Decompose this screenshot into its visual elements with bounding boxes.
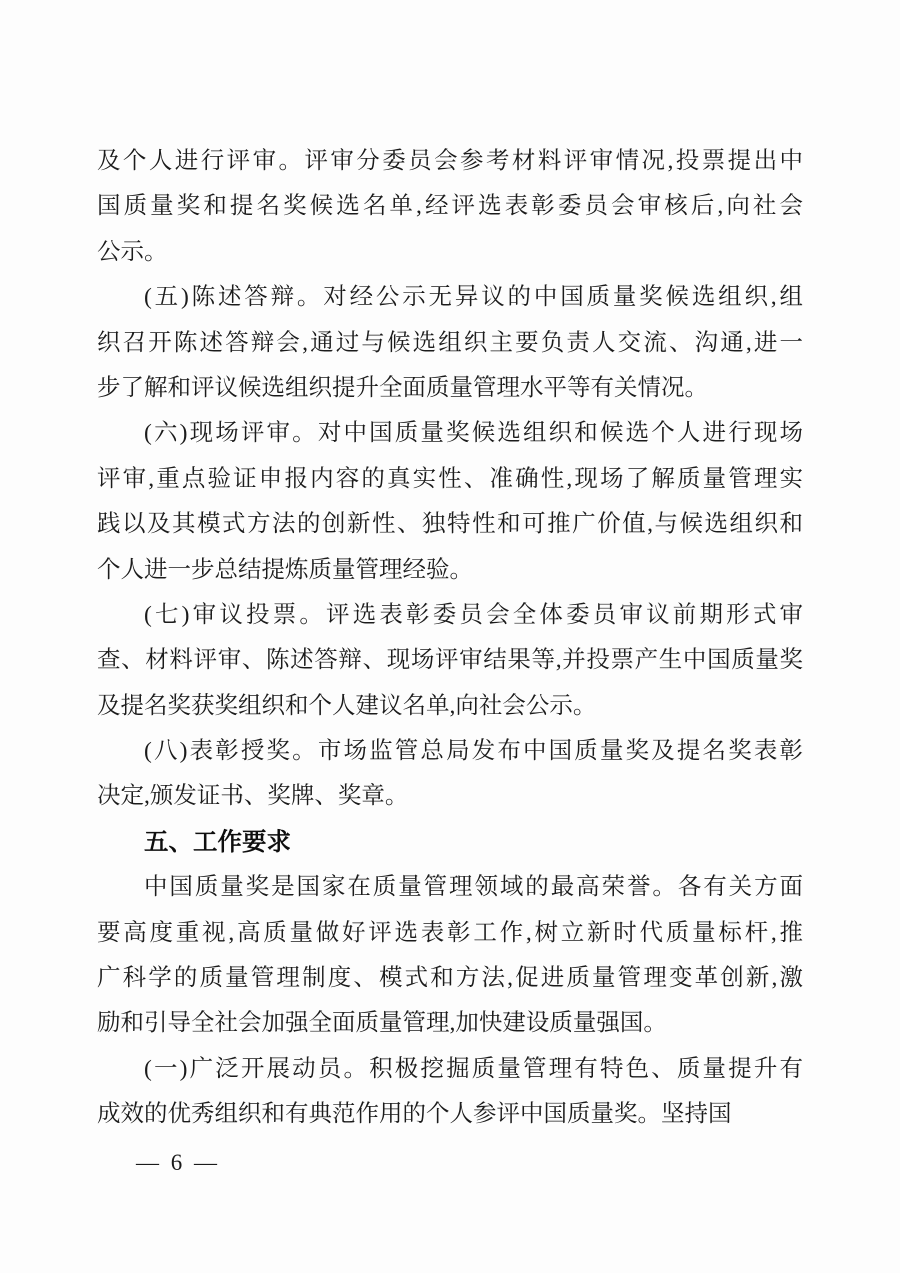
- text-line: 及提名奖获奖组织和个人建议名单,向社会公示。: [97, 692, 597, 719]
- text-line: (八)表彰授奖。市场监管总局发布中国质量奖及提名奖表彰: [144, 738, 803, 765]
- text-line: (六)现场评审。对中国质量奖候选组织和候选个人进行现场: [144, 420, 803, 447]
- text-line: (七)审议投票。评选表彰委员会全体委员审议前期形式审: [144, 601, 803, 628]
- text-line: 个人进一步总结提炼质量管理经验。: [97, 556, 473, 583]
- text-line: 励和引导全社会加强全面质量管理,加快建设质量强国。: [97, 1010, 667, 1037]
- text-line: (五)陈述答辩。对经公示无异议的中国质量奖候选组织,组: [144, 284, 803, 311]
- text-line: 国质量奖和提名奖候选名单,经评选表彰委员会审核后,向社会: [97, 193, 803, 220]
- section-heading: 五、工作要求: [144, 828, 291, 856]
- text-line: 决定,颁发证书、奖牌、奖章。: [97, 783, 409, 810]
- text-line: 织召开陈述答辩会,通过与候选组织主要负责人交流、沟通,进一: [97, 329, 803, 356]
- text-line: 评审,重点验证申报内容的真实性、准确性,现场了解质量管理实: [97, 465, 803, 492]
- text-line: 步了解和评议候选组织提升全面质量管理水平等有关情况。: [97, 374, 708, 401]
- document-body: [97, 139, 803, 1138]
- text-line: 查、材料评审、陈述答辩、现场评审结果等,并投票产生中国质量奖: [97, 647, 803, 674]
- text-line: 公示。: [97, 238, 168, 265]
- page-number: — 6 —: [136, 1150, 220, 1175]
- text-line: 广科学的质量管理制度、模式和方法,促进质量管理变革创新,激: [97, 965, 803, 992]
- text-line: 成效的优秀组织和有典范作用的个人参评中国质量奖。坚持国: [97, 1101, 732, 1128]
- text-line: 及个人进行评审。评审分委员会参考材料评审情况,投票提出中: [97, 148, 803, 174]
- text-line: 践以及其模式方法的创新性、独特性和可推广价值,与候选组织和: [97, 511, 803, 538]
- text-line: 要高度重视,高质量做好评选表彰工作,树立新时代质量标杆,推: [97, 919, 803, 946]
- text-line: (一)广泛开展动员。积极挖掘质量管理有特色、质量提升有: [144, 1055, 803, 1082]
- text-line: 中国质量奖是国家在质量管理领域的最高荣誉。各有关方面: [144, 874, 803, 901]
